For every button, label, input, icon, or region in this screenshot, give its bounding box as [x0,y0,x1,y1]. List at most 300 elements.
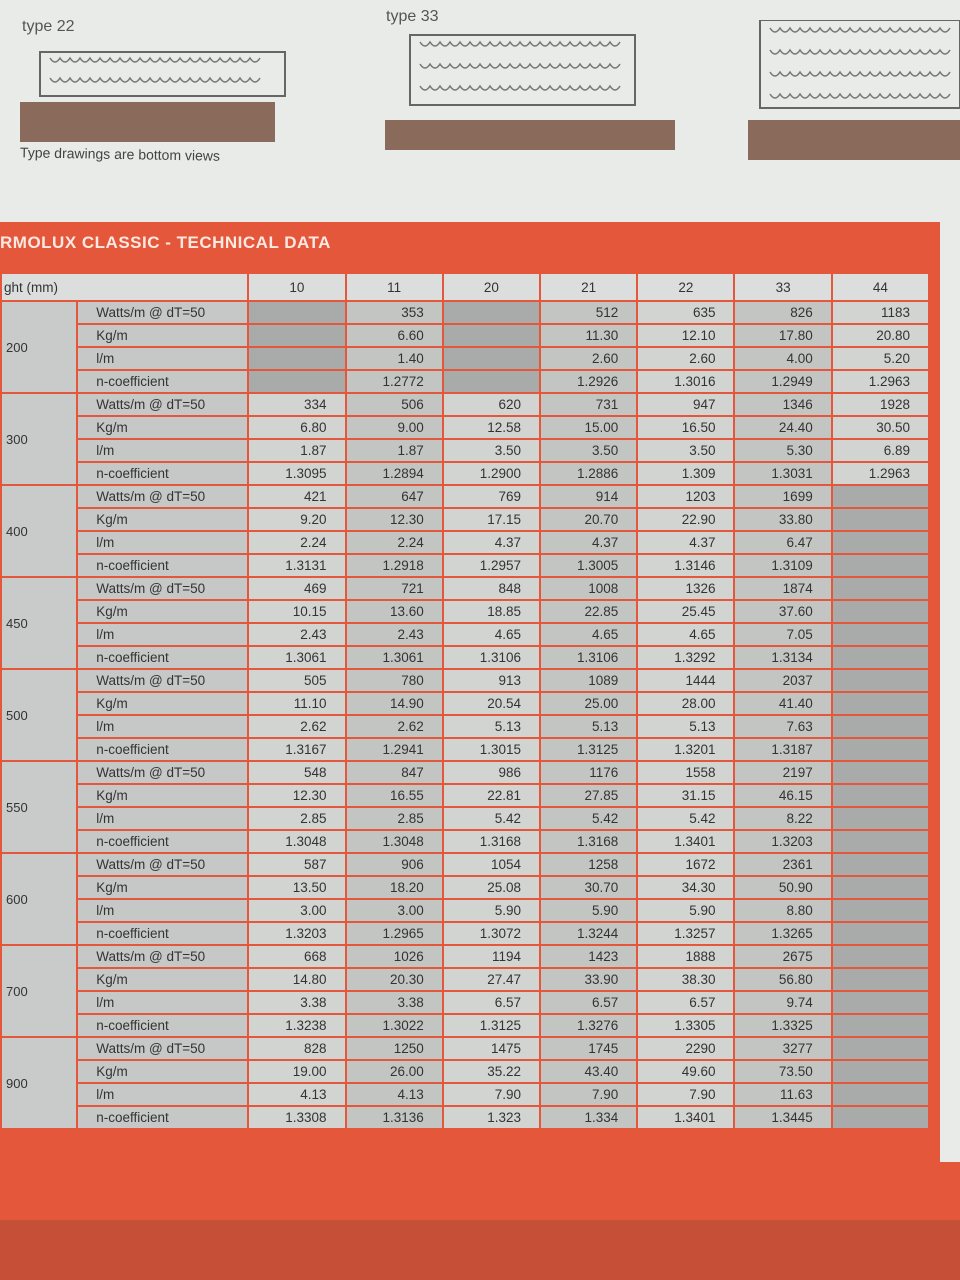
table-row [2,417,928,438]
value-cell: 9.20 [249,509,344,530]
value-cell: 1699 [735,486,830,507]
value-cell: 56.80 [735,969,830,990]
value-cell: 27.47 [444,969,539,990]
value-cell: 668 [249,946,344,967]
value-cell: 13.60 [347,601,442,622]
value-cell: 6.47 [735,532,830,553]
table-row [2,532,928,553]
value-cell: 4.00 [735,348,830,369]
value-cell: 20.70 [541,509,636,530]
value-cell: 9.74 [735,992,830,1013]
value-cell: 50.90 [735,877,830,898]
type-header: 33 [735,274,830,300]
value-cell: 1475 [444,1038,539,1059]
param-label: l/m [78,900,247,921]
value-cell: 3277 [735,1038,830,1059]
value-cell: 1.3048 [347,831,442,852]
value-cell: 25.08 [444,877,539,898]
empty-cell [833,532,928,553]
param-label: Watts/m @ dT=50 [78,394,247,415]
value-cell: 4.37 [541,532,636,553]
table-row [2,969,928,990]
value-cell: 5.42 [541,808,636,829]
value-cell: 33.80 [735,509,830,530]
empty-cell [833,601,928,622]
value-cell: 7.90 [638,1084,733,1105]
value-cell: 780 [347,670,442,691]
value-cell: 43.40 [541,1061,636,1082]
param-label: Watts/m @ dT=50 [78,762,247,783]
table-row [2,463,928,484]
value-cell: 7.05 [735,624,830,645]
empty-cell [444,302,539,323]
value-cell: 3.38 [249,992,344,1013]
value-cell: 1.2918 [347,555,442,576]
value-cell: 37.60 [735,601,830,622]
value-cell: 1.40 [347,348,442,369]
value-cell: 1.3292 [638,647,733,668]
value-cell: 1.87 [347,440,442,461]
value-cell: 1888 [638,946,733,967]
empty-cell [833,785,928,806]
value-cell: 1326 [638,578,733,599]
param-label: Watts/m @ dT=50 [78,486,247,507]
height-cell: 600 [2,854,76,944]
value-cell: 986 [444,762,539,783]
value-cell: 4.65 [444,624,539,645]
value-cell: 1.2963 [833,463,928,484]
table-row [2,1015,928,1036]
type-header: 11 [347,274,442,300]
table-row [2,325,928,346]
empty-cell [833,969,928,990]
value-cell: 4.37 [444,532,539,553]
type-22-label: type 22 [22,18,75,35]
value-cell: 1.3401 [638,1107,733,1128]
empty-cell [833,1061,928,1082]
value-cell: 18.20 [347,877,442,898]
value-cell: 1.3136 [347,1107,442,1128]
empty-cell [833,739,928,760]
value-cell: 4.37 [638,532,733,553]
value-cell: 1.334 [541,1107,636,1128]
height-cell: 500 [2,670,76,760]
technical-data-table-wrap [0,272,940,1162]
height-cell: 200 [2,302,76,392]
param-label: Kg/m [78,969,247,990]
value-cell: 1.2900 [444,463,539,484]
empty-cell [444,325,539,346]
param-label: l/m [78,532,247,553]
height-cell: 700 [2,946,76,1036]
param-label: l/m [78,440,247,461]
value-cell: 847 [347,762,442,783]
value-cell: 469 [249,578,344,599]
type-header: 22 [638,274,733,300]
table-row [2,923,928,944]
param-label: l/m [78,624,247,645]
empty-cell [833,831,928,852]
param-label: Kg/m [78,693,247,714]
param-label: n-coefficient [78,1015,247,1036]
param-label: n-coefficient [78,923,247,944]
value-cell: 2.85 [347,808,442,829]
value-cell: 2.85 [249,808,344,829]
type-header: 10 [249,274,344,300]
value-cell: 34.30 [638,877,733,898]
value-cell: 1.3187 [735,739,830,760]
value-cell: 1346 [735,394,830,415]
value-cell: 5.42 [444,808,539,829]
empty-cell [833,509,928,530]
value-cell: 9.00 [347,417,442,438]
value-cell: 4.13 [347,1084,442,1105]
value-cell: 1.3257 [638,923,733,944]
value-cell: 5.42 [638,808,733,829]
value-cell: 17.80 [735,325,830,346]
value-cell: 1.3016 [638,371,733,392]
value-cell: 3.50 [444,440,539,461]
height-cell: 450 [2,578,76,668]
value-cell: 30.50 [833,417,928,438]
empty-cell [833,716,928,737]
value-cell: 1.3203 [735,831,830,852]
param-label: Watts/m @ dT=50 [78,946,247,967]
height-cell: 400 [2,486,76,576]
value-cell: 2197 [735,762,830,783]
value-cell: 620 [444,394,539,415]
table-row [2,440,928,461]
table-row [2,394,928,415]
value-cell: 826 [735,302,830,323]
value-cell: 1.2963 [833,371,928,392]
value-cell: 10.15 [249,601,344,622]
value-cell: 31.15 [638,785,733,806]
value-cell: 13.50 [249,877,344,898]
empty-cell [833,555,928,576]
empty-cell [833,900,928,921]
value-cell: 587 [249,854,344,875]
param-label: Watts/m @ dT=50 [78,302,247,323]
param-label: n-coefficient [78,463,247,484]
value-cell: 1.3238 [249,1015,344,1036]
value-cell: 2.24 [347,532,442,553]
value-cell: 20.80 [833,325,928,346]
table-row [2,808,928,829]
value-cell: 1.3146 [638,555,733,576]
value-cell: 3.50 [541,440,636,461]
value-cell: 7.90 [444,1084,539,1105]
bottom-shadow [0,1220,960,1280]
value-cell: 1176 [541,762,636,783]
value-cell: 1194 [444,946,539,967]
value-cell: 1.3022 [347,1015,442,1036]
table-row [2,854,928,875]
value-cell: 15.00 [541,417,636,438]
table-row [2,831,928,852]
value-cell: 35.22 [444,1061,539,1082]
param-label: Kg/m [78,1061,247,1082]
value-cell: 1.3445 [735,1107,830,1128]
param-label: Kg/m [78,417,247,438]
value-cell: 41.40 [735,693,830,714]
value-cell: 2.43 [249,624,344,645]
value-cell: 1.3276 [541,1015,636,1036]
table-row [2,624,928,645]
value-cell: 1.3061 [249,647,344,668]
value-cell: 5.90 [444,900,539,921]
value-cell: 22.85 [541,601,636,622]
value-cell: 1.3106 [444,647,539,668]
empty-cell [833,854,928,875]
value-cell: 38.30 [638,969,733,990]
value-cell: 24.40 [735,417,830,438]
param-label: Kg/m [78,785,247,806]
value-cell: 353 [347,302,442,323]
param-label: l/m [78,716,247,737]
param-label: n-coefficient [78,831,247,852]
table-row [2,1107,928,1128]
value-cell: 1.3203 [249,923,344,944]
radiator-22 [40,52,285,96]
value-cell: 7.90 [541,1084,636,1105]
value-cell: 12.10 [638,325,733,346]
value-cell: 769 [444,486,539,507]
value-cell: 1.3401 [638,831,733,852]
value-cell: 6.60 [347,325,442,346]
table-row [2,693,928,714]
param-label: Kg/m [78,601,247,622]
value-cell: 1.3325 [735,1015,830,1036]
value-cell: 421 [249,486,344,507]
empty-cell [249,371,344,392]
empty-cell [833,808,928,829]
value-cell: 1183 [833,302,928,323]
value-cell: 334 [249,394,344,415]
height-cell: 550 [2,762,76,852]
value-cell: 5.90 [541,900,636,921]
table-row [2,900,928,921]
value-cell: 1874 [735,578,830,599]
value-cell: 16.55 [347,785,442,806]
value-cell: 25.45 [638,601,733,622]
value-cell: 1.87 [249,440,344,461]
value-cell: 1.3168 [444,831,539,852]
table-row [2,601,928,622]
empty-cell [833,946,928,967]
value-cell: 1.3201 [638,739,733,760]
value-cell: 512 [541,302,636,323]
table-row [2,302,928,323]
value-cell: 1250 [347,1038,442,1059]
value-cell: 5.13 [541,716,636,737]
empty-cell [833,670,928,691]
value-cell: 7.63 [735,716,830,737]
param-label: n-coefficient [78,1107,247,1128]
value-cell: 1.3265 [735,923,830,944]
table-header-row [2,274,928,300]
value-cell: 6.57 [638,992,733,1013]
value-cell: 506 [347,394,442,415]
table-row [2,877,928,898]
value-cell: 33.90 [541,969,636,990]
value-cell: 28.00 [638,693,733,714]
value-cell: 947 [638,394,733,415]
value-cell: 1.3015 [444,739,539,760]
value-cell: 1026 [347,946,442,967]
value-cell: 73.50 [735,1061,830,1082]
value-cell: 46.15 [735,785,830,806]
table-row [2,348,928,369]
value-cell: 1672 [638,854,733,875]
value-cell: 505 [249,670,344,691]
value-cell: 8.22 [735,808,830,829]
height-header: ght (mm) [2,274,247,300]
param-label: n-coefficient [78,647,247,668]
type-33-label: type 33 [386,8,439,25]
value-cell: 12.30 [249,785,344,806]
value-cell: 18.85 [444,601,539,622]
empty-cell [833,877,928,898]
param-label: Kg/m [78,509,247,530]
value-cell: 1.3305 [638,1015,733,1036]
value-cell: 49.60 [638,1061,733,1082]
param-label: Kg/m [78,325,247,346]
value-cell: 14.90 [347,693,442,714]
table-row [2,785,928,806]
technical-data-table [0,272,930,1130]
value-cell: 1.2894 [347,463,442,484]
value-cell: 1.3095 [249,463,344,484]
value-cell: 1.3125 [444,1015,539,1036]
value-cell: 1745 [541,1038,636,1059]
value-cell: 4.65 [638,624,733,645]
value-cell: 1.3106 [541,647,636,668]
type-header: 20 [444,274,539,300]
value-cell: 3.38 [347,992,442,1013]
table-row [2,1061,928,1082]
value-cell: 635 [638,302,733,323]
wall-block-22 [20,102,275,142]
value-cell: 6.57 [444,992,539,1013]
height-cell: 900 [2,1038,76,1128]
empty-cell [833,624,928,645]
value-cell: 1.2772 [347,371,442,392]
table-row [2,946,928,967]
value-cell: 1.3072 [444,923,539,944]
value-cell: 6.80 [249,417,344,438]
table-row [2,1038,928,1059]
value-cell: 1258 [541,854,636,875]
value-cell: 1.3167 [249,739,344,760]
table-row [2,1084,928,1105]
empty-cell [833,647,928,668]
value-cell: 1.3134 [735,647,830,668]
value-cell: 1.3048 [249,831,344,852]
value-cell: 1.2941 [347,739,442,760]
drawings-caption: Type drawings are bottom views [19,144,221,164]
value-cell: 1.3031 [735,463,830,484]
value-cell: 548 [249,762,344,783]
value-cell: 17.15 [444,509,539,530]
value-cell: 5.20 [833,348,928,369]
value-cell: 1008 [541,578,636,599]
empty-cell [833,1107,928,1128]
empty-cell [833,578,928,599]
value-cell: 2.62 [249,716,344,737]
value-cell: 1.309 [638,463,733,484]
value-cell: 913 [444,670,539,691]
value-cell: 2037 [735,670,830,691]
value-cell: 2.60 [541,348,636,369]
empty-cell [833,1038,928,1059]
value-cell: 1.2926 [541,371,636,392]
empty-cell [833,1015,928,1036]
param-label: Watts/m @ dT=50 [78,1038,247,1059]
type-header: 21 [541,274,636,300]
empty-cell [833,1084,928,1105]
table-row [2,762,928,783]
table-row [2,716,928,737]
value-cell: 906 [347,854,442,875]
value-cell: 4.65 [541,624,636,645]
table-row [2,739,928,760]
value-cell: 1054 [444,854,539,875]
value-cell: 5.30 [735,440,830,461]
value-cell: 2.24 [249,532,344,553]
value-cell: 1.3168 [541,831,636,852]
value-cell: 828 [249,1038,344,1059]
param-label: n-coefficient [78,739,247,760]
value-cell: 11.10 [249,693,344,714]
value-cell: 5.90 [638,900,733,921]
value-cell: 1.3131 [249,555,344,576]
value-cell: 11.30 [541,325,636,346]
value-cell: 1.2886 [541,463,636,484]
empty-cell [249,348,344,369]
value-cell: 16.50 [638,417,733,438]
wall-block-44 [748,120,960,160]
param-label: n-coefficient [78,555,247,576]
value-cell: 20.30 [347,969,442,990]
value-cell: 1089 [541,670,636,691]
type-header: 44 [833,274,928,300]
value-cell: 12.58 [444,417,539,438]
value-cell: 848 [444,578,539,599]
value-cell: 3.50 [638,440,733,461]
value-cell: 3.00 [347,900,442,921]
table-row [2,555,928,576]
value-cell: 12.30 [347,509,442,530]
param-label: l/m [78,348,247,369]
value-cell: 1203 [638,486,733,507]
empty-cell [444,371,539,392]
param-label: l/m [78,808,247,829]
empty-cell [444,348,539,369]
value-cell: 1.3109 [735,555,830,576]
table-row [2,578,928,599]
height-cell: 300 [2,394,76,484]
value-cell: 2.43 [347,624,442,645]
param-label: Watts/m @ dT=50 [78,670,247,691]
value-cell: 1.3005 [541,555,636,576]
table-row [2,670,928,691]
value-cell: 1.3244 [541,923,636,944]
value-cell: 1558 [638,762,733,783]
param-label: n-coefficient [78,371,247,392]
value-cell: 914 [541,486,636,507]
value-cell: 721 [347,578,442,599]
